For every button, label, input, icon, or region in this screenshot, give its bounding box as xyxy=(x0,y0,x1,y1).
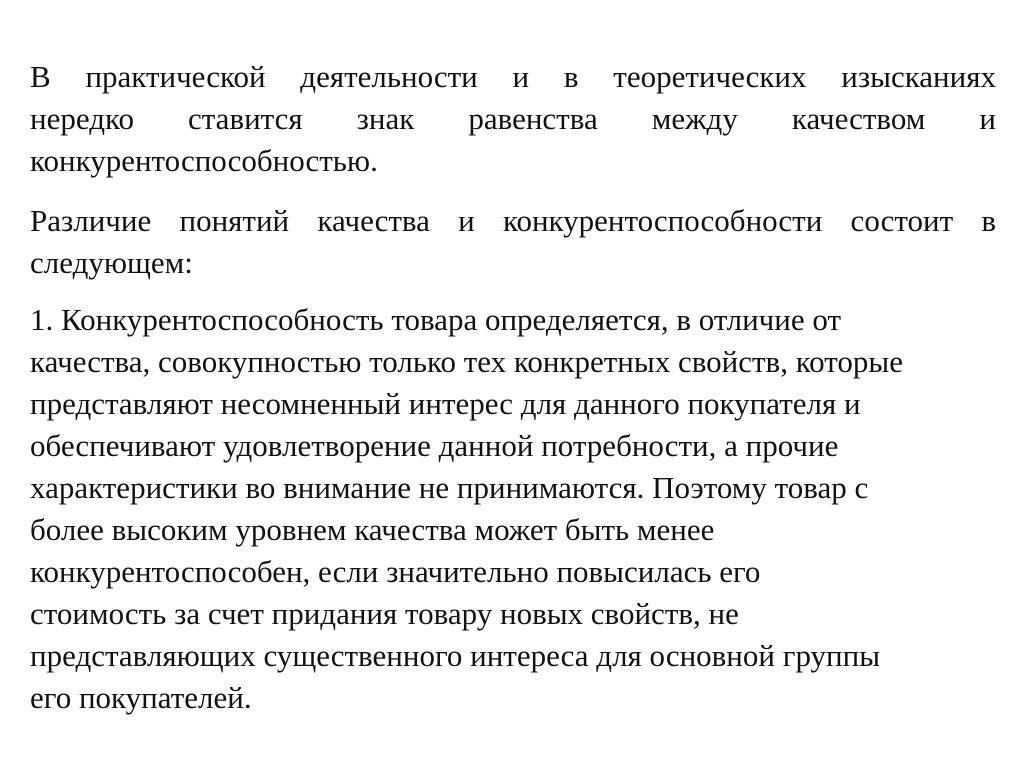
text-line: нередко ставится знак равенства между качеством и xyxy=(30,101,996,136)
paragraph-intro xyxy=(30,56,996,182)
text-line: обеспечивают удовлетворение данной потребности, а прочие xyxy=(30,428,839,463)
text-line: стоимость за счет придания товару новых свойств, не xyxy=(30,596,739,631)
text-line: характеристики во внимание не принимаются. Поэтому товар с xyxy=(30,470,869,505)
text-line: следующем: xyxy=(30,245,193,280)
text-line: представляющих существенного интереса для основной группы xyxy=(30,638,881,673)
text-line: Различие понятий качества и конкурентоспособности состоит в xyxy=(30,203,996,238)
text-line: конкурентоспособен, если значительно повысилась его xyxy=(30,554,761,589)
text-line: конкурентоспособностью. xyxy=(30,143,378,178)
paragraph-difference xyxy=(30,200,996,284)
text-line: его покупателей. xyxy=(30,680,252,715)
text-line: качества, совокупностью только тех конкретных свойств, которые xyxy=(30,344,903,379)
text-line: более высоким уровнем качества может быть менее xyxy=(30,512,715,547)
paragraph-point-1 xyxy=(30,299,996,719)
text-line: представляют несомненный интерес для данного покупателя и xyxy=(30,386,861,421)
text-line: 1. Конкурентоспособность товара определяется, в отличие от xyxy=(30,302,841,337)
text-line: В практической деятельности и в теоретических изысканиях xyxy=(30,59,996,94)
